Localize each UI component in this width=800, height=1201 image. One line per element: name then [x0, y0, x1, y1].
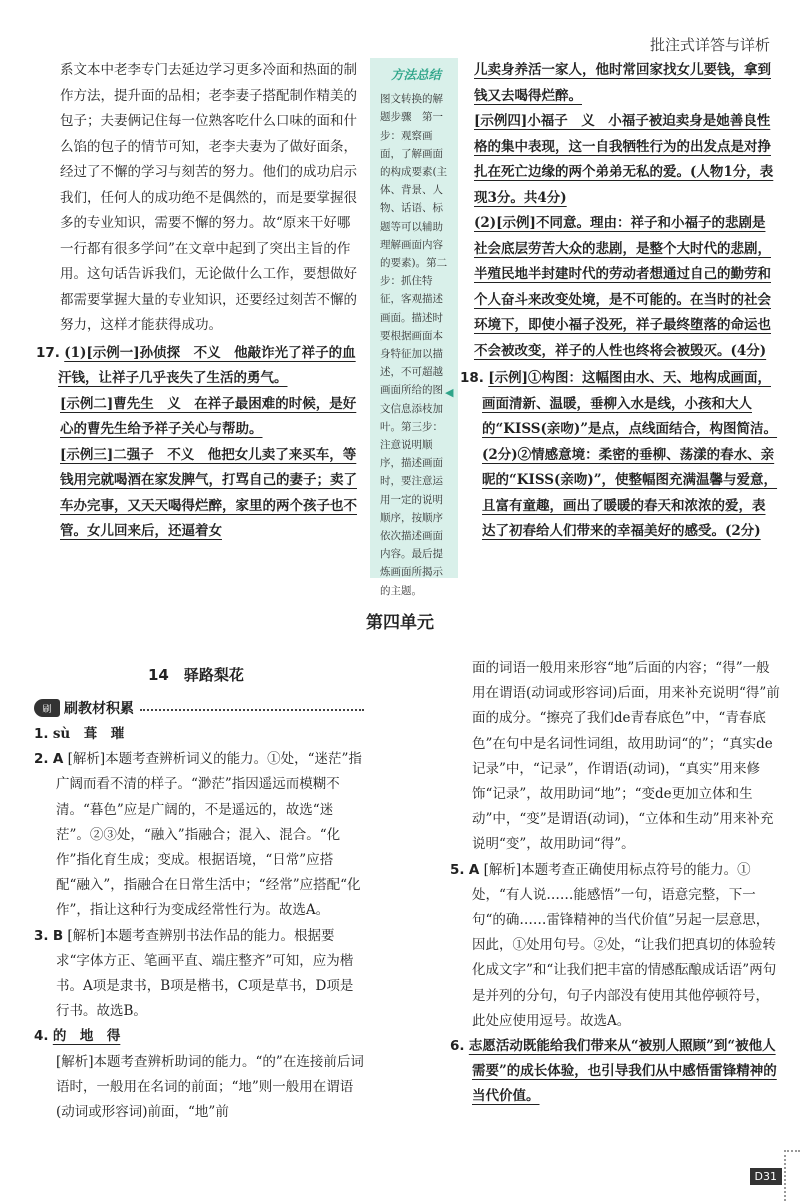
question-number: 1.: [34, 726, 49, 742]
question-number: 2.: [34, 751, 49, 768]
analysis-5: [解析]本题考查正确使用标点符号的能力。①处，“有人说……能感悟”一句，语意完整，下一句“的确……雷锋精神的当代价值”另起一层意思，因此，①处用句号。②处，“让我们把真切的体验转化成文字”和“让我们把丰富的情感酝酿成话语”两句是并列的分句，句子内部没有使用其他停顿符号，此处应使用逗号。故选A。: [472, 861, 777, 1029]
method-summary-title: 方法总结: [390, 67, 441, 82]
answer-1: sù 葺 璀: [52, 726, 125, 742]
method-summary-box: [370, 58, 458, 597]
question-2: [34, 747, 364, 923]
answer-choice: A: [468, 861, 480, 878]
top-right-column: [460, 58, 778, 545]
answer-6: 志愿活动既能给我们带来从“被别人照顾”到“被他人需要”的成长体验，也引导我们从中感悟雷锋精神的当代价值。: [468, 1038, 777, 1105]
bottom-right-column: [450, 656, 780, 1110]
method-summary-body: 图文转换的解题步骤 第一步：观察画面，了解画面的构成要素(主体、背景、人物、话语、标题等可以辅助理解画面内容的要素)。第二步：抓住特征，客观描述画面。描述时要根据画面本身特征加以描述，不可超越画面所给的图文信息添枝加叶。第三步：注意说明顺序，描述画面时，要注意运用一定的说明顺序，按顺序依次描述画面内容。最后提炼画面所揭示的主题。: [380, 93, 448, 597]
question-6: [450, 1034, 780, 1110]
answer-continuation: 系文本中老李专门去延边学习更多冷面和热面的制作方法，提升面的品相；老李妻子搭配制作精美的包子；夫妻俩记住每一位熟客吃什么口味的面和什么馅的包子的情节可知，老李夫妻为了做好面条，经过了不懈的学习与刻苦的努力。他们的成功启示我们，任何人的成功绝不是偶然的，而是要掌握很多的专业知识，需要不懈的努力。故“原来干好哪一行都有很多学问”在文章中起到了突出主旨的作用。这句话告诉我们，无论做什么工作，要想做好都需要掌握大量的专业知识，还要经过刻苦不懈的努力，这样才能获得成功。: [60, 62, 357, 333]
question-number: 17.: [36, 344, 60, 361]
answer-17-part-2: (2)[示例]不同意。理由：祥子和小福子的悲剧是社会底层劳苦大众的悲剧，是整个大时代的悲剧，半殖民地半封建时代的劳动者想通过自己的勤劳和个人奋斗来改变处境，是不可能的。在当时的社会环境下，即使小福子没死，祥子最终堕落的命运也不会被改变，祥子的人性也终将会被毁灭。(4分): [474, 215, 771, 359]
question-4: [34, 1024, 364, 1049]
answer-choice: A: [52, 751, 64, 768]
answer-17-example-4: [示例四]小福子 义 小福子被迫卖身是她善良性格的集中表现，这一自我牺牲行为的出发点是对挣扎在死亡边缘的两个弟弟无私的爱。(人物1分，表现3分。共4分): [474, 113, 774, 206]
section-header: [34, 697, 364, 719]
answer-17-continuation: 儿卖身养活一家人，他时常回家找女儿要钱，拿到钱又去喝得烂醉。: [474, 62, 771, 104]
answer-choice: B: [52, 927, 64, 944]
analysis-2: [解析]本题考查辨析词义的能力。①处，“迷茫”指广阔而看不清的样子。“渺茫”指因遥远而模糊不清。“暮色”应是广阔的，不是遥远的，故选“迷茫”。②③处，“融入”指融合；混入、混合。“化作”指化育生成；变成。根据语境，“日常”应搭配“融入”，指融合在日常生活中；“经常”应搭配“化作”，指让这种行为变成经常性行为。故选A。: [56, 751, 362, 919]
question-number: 18.: [460, 370, 484, 386]
question-number: 4.: [34, 1028, 49, 1045]
bottom-left-column: [34, 722, 364, 1125]
page-header: 批注式详答与详析: [649, 36, 770, 54]
brush-badge-icon: 刷: [34, 699, 60, 717]
section-label: 刷教材积累: [64, 701, 134, 717]
analysis-4: [解析]本题考查辨析助词的能力。“的”在连接前后词语时，一般用在名词的前面；“地”则一般用在谓语(动词或形容词)前面，“地”前: [56, 1053, 364, 1121]
question-17: [36, 341, 358, 392]
dotted-divider: [140, 709, 364, 711]
question-number: 3.: [34, 927, 49, 944]
analysis-4-continuation: 面的词语一般用来形容“地”后面的内容；“得”一般用在谓语(动词或形容词)后面，用来补充说明“得”前面的成分。“擦亮了我们de青春底色”中，“青春底色”在句中是名词性词组，故用助词“的”；“真实de记录”中，“记录”，作谓语(动词)，“真实”用来修饰“记录”，故用助词“地”；“变de更加立体和生动”中，“变”是谓语(动词)，“立体和生动”用来补充说明“变”，故用助词“得”。: [472, 660, 780, 853]
question-number: 5.: [450, 861, 465, 878]
corner-decoration: [784, 1150, 800, 1201]
question-18: [460, 366, 778, 545]
answer-4: 的 地 得: [52, 1028, 121, 1045]
question-number: 6.: [450, 1038, 465, 1055]
pointer-arrow-icon: ◀: [445, 386, 454, 399]
answer-17-example-3: [示例三]二强子 不义 他把女儿卖了来买车，等钱用完就喝酒在家发脾气，打骂自己的妻子；卖了车办完事，又天天喝得烂醉，家里的两个孩子也不管。女儿回来后，还逼着女: [60, 446, 357, 539]
unit-title: 第四单元: [366, 613, 434, 633]
question-1: [34, 722, 364, 747]
answer-17-example-1: (1)[示例一]孙侦探 不义 他敲诈光了祥子的血汗钱，让祥子几乎丧失了生活的勇气。: [58, 344, 356, 386]
top-left-column: [36, 58, 358, 545]
page-number: D31: [750, 1168, 782, 1185]
answer-17-example-2: [示例二]曹先生 义 在祥子最困难的时候，是好心的曹先生给予祥子关心与帮助。: [60, 395, 357, 437]
answer-18: [示例]①构图：这幅图由水、天、地构成画面，画面清新、温暖，垂柳入水是线，小孩和大人的“KISS(亲吻)”是点，点线面结合，构图简洁。(2分)②情感意境：柔密的垂柳、荡漾的春水、亲昵的“KISS(亲吻)”，使整幅图充满温馨与爱意，且富有童趣，画出了暖暖的春天和浓浓的爱，表达了初春给人们带来的幸福美好的感受。(2分): [482, 370, 778, 539]
question-5: [450, 858, 780, 1034]
question-3: [34, 924, 364, 1025]
analysis-3: [解析]本题考查辨别书法作品的能力。根据要求“字体方正、笔画平直、端庄整齐”可知，应为楷书。A项是隶书，B项是楷书，C项是草书，D项是行书。故选B。: [56, 927, 354, 1020]
lesson-title: 14 驿路梨花: [148, 666, 244, 684]
